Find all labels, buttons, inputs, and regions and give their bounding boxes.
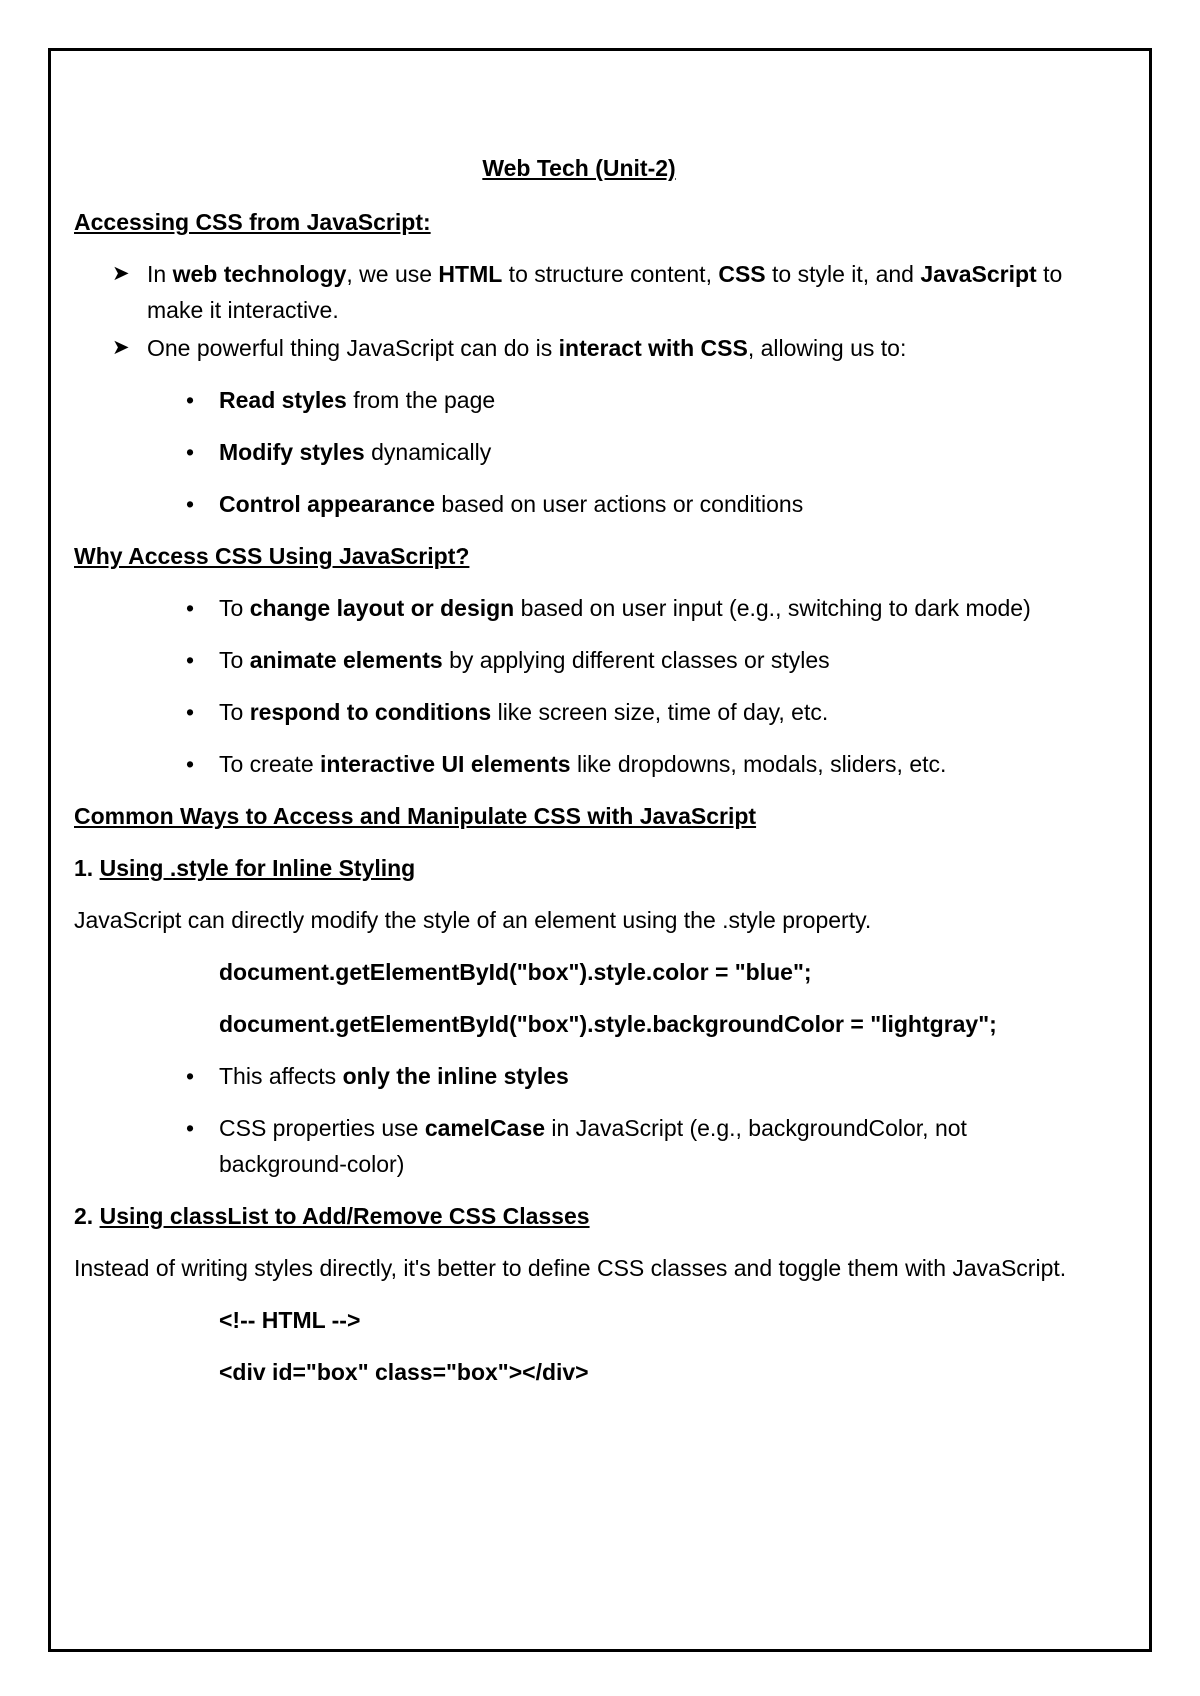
- bullet-dot-icon: •: [186, 1063, 195, 1089]
- list-item: [74, 434, 1084, 470]
- text-run: based on user actions or conditions: [435, 491, 804, 517]
- bullet-dot-icon: •: [186, 647, 195, 673]
- bold-text: respond to conditions: [249, 699, 492, 725]
- bullet-dot-icon: •: [186, 699, 195, 725]
- paragraph: JavaScript can directly modify the style of an element using the .style property.: [74, 907, 872, 933]
- text-run: To: [219, 699, 250, 725]
- capabilities-list: [74, 382, 1084, 522]
- code-line: document.getElementById("box").style.backgroundColor = "lightgray";: [219, 1011, 997, 1037]
- text-run: to make it interactive.: [147, 261, 1063, 323]
- page-title: Web Tech (Unit-2): [482, 155, 676, 181]
- inline-style-notes-list: [74, 1058, 1084, 1182]
- code-line: <!-- HTML -->: [219, 1307, 361, 1333]
- bullet-dot-icon: •: [186, 751, 195, 777]
- bold-text: HTML: [438, 261, 503, 287]
- bold-text: Modify styles: [219, 439, 365, 465]
- subheading-classlist: [74, 1198, 1084, 1234]
- text-run: To create: [219, 751, 320, 777]
- bold-text: JavaScript: [920, 261, 1037, 287]
- document-content: [74, 150, 1084, 1406]
- code-line: document.getElementById("box").style.color = "blue";: [219, 959, 812, 985]
- list-item: [74, 1058, 1084, 1094]
- bold-text: interact with CSS: [558, 335, 748, 361]
- text-run: like screen size, time of day, etc.: [491, 699, 829, 725]
- text-run: by applying different classes or styles: [442, 647, 830, 673]
- subheading-inline-styling: [74, 850, 1084, 886]
- bullet-dot-icon: •: [186, 387, 195, 413]
- paragraph: Instead of writing styles directly, it's better to define CSS classes and toggle them with JavaScript.: [74, 1255, 1067, 1281]
- subheading-text: Using .style for Inline Styling: [99, 855, 416, 881]
- bullet-dot-icon: •: [186, 1115, 195, 1141]
- bold-text: camelCase: [424, 1115, 546, 1141]
- list-item: [74, 746, 1084, 782]
- bold-text: web technology: [172, 261, 347, 287]
- arrow-item: [74, 256, 1084, 328]
- list-item: [74, 590, 1084, 626]
- text-run: dynamically: [364, 439, 492, 465]
- list-item: [74, 486, 1084, 522]
- arrow-item: [74, 330, 1084, 366]
- bold-text: change layout or design: [249, 595, 515, 621]
- text-run: In: [147, 261, 173, 287]
- intro-arrow-list: [74, 256, 1084, 366]
- list-item: [74, 1110, 1084, 1182]
- text-run: like dropdowns, modals, sliders, etc.: [570, 751, 947, 777]
- text-run: to structure content,: [502, 261, 719, 287]
- section-heading-common-ways: Common Ways to Access and Manipulate CSS with JavaScript: [74, 803, 757, 829]
- bold-text: Read styles: [219, 387, 347, 413]
- text-run: , allowing us to:: [747, 335, 907, 361]
- bold-text: interactive UI elements: [320, 751, 571, 777]
- text-run: to style it, and: [765, 261, 921, 287]
- bullet-dot-icon: •: [186, 491, 195, 517]
- text-run: CSS properties use: [219, 1115, 425, 1141]
- text-run: , we use: [346, 261, 439, 287]
- arrow-bullet-icon: ➤: [112, 336, 130, 359]
- section-heading-why-access: Why Access CSS Using JavaScript?: [74, 543, 470, 569]
- bold-text: CSS: [718, 261, 766, 287]
- reasons-list: [74, 590, 1084, 782]
- list-item: [74, 382, 1084, 418]
- bold-text: only the inline styles: [342, 1063, 569, 1089]
- text-run: from the page: [346, 387, 496, 413]
- bullet-dot-icon: •: [186, 595, 195, 621]
- bold-text: Control appearance: [219, 491, 435, 517]
- subheading-number: 1.: [74, 855, 100, 881]
- bullet-dot-icon: •: [186, 439, 195, 465]
- text-run: This affects: [219, 1063, 343, 1089]
- code-line: <div id="box" class="box"></div>: [219, 1359, 589, 1385]
- subheading-number: 2.: [74, 1203, 100, 1229]
- list-item: [74, 642, 1084, 678]
- text-run: in JavaScript (e.g., backgroundColor, not background-color): [219, 1115, 967, 1177]
- arrow-bullet-icon: ➤: [112, 262, 130, 285]
- bold-text: animate elements: [249, 647, 443, 673]
- text-run: based on user input (e.g., switching to dark mode): [514, 595, 1031, 621]
- list-item: [74, 694, 1084, 730]
- section-heading-accessing-css: Accessing CSS from JavaScript:: [74, 209, 431, 235]
- text-run: One powerful thing JavaScript can do is: [147, 335, 559, 361]
- text-run: To: [219, 647, 250, 673]
- subheading-text: Using classList to Add/Remove CSS Classes: [99, 1203, 590, 1229]
- text-run: To: [219, 595, 250, 621]
